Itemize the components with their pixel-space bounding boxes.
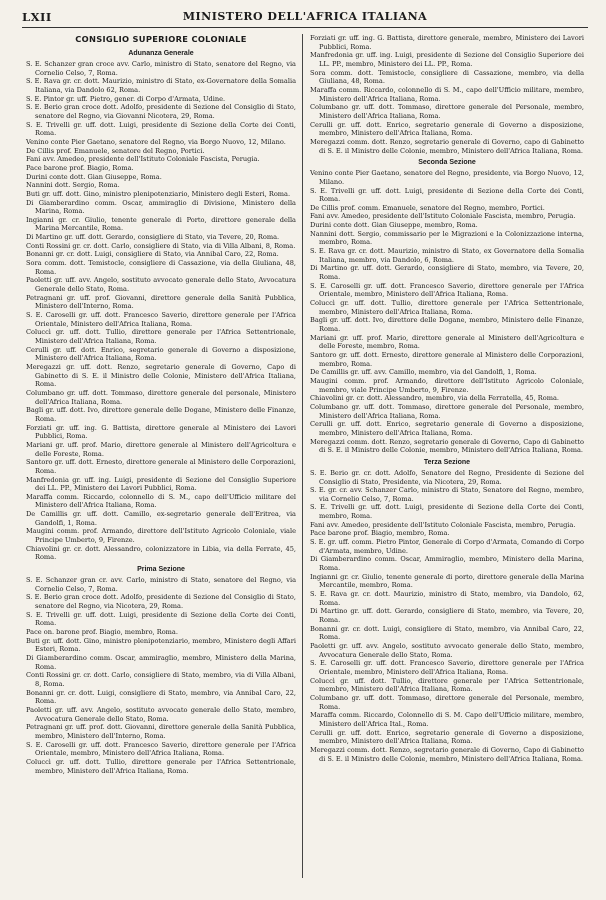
member-entry: Coluccì gr. uff. dott. Tullio, direttore generale per l'Africa Settentrionale, membro, Ministero dell'Africa Italiana, Roma. <box>26 757 296 775</box>
member-entry: S. E. Trivelli gr. uff. dott. Luigi, presidente di Sezione della Corte dei Conti, Roma. <box>310 186 584 204</box>
member-entry: Paoletti gr. uff. avv. Angelo, sostituto avvocato generale dello Stato, Avvocatura Generale dello Stato, Roma. <box>26 276 296 294</box>
member-entry: Coluccì gr. uff. dott. Tullio, direttore generale per l'Africa Settentrionale, membro, Ministero dell'Africa Italiana, Roma. <box>310 676 584 694</box>
section-heading-seconda-sezione: Seconda Sezione <box>418 159 476 167</box>
member-entry: Buti gr. uff. dott. Gino, ministro plenipotenziario, membro, Ministero degli Affari Esteri, Roma. <box>26 636 296 654</box>
member-entry: Petragnani gr. uff. prof. dott. Giovanni, direttore generale della Sanità Pubblica, membro, Ministero dell'Interno, Roma. <box>26 723 296 740</box>
member-entry: Bonanni gr. cr. dott. Luigi, consigliere di Stato, membro, via Annibal Caro, 22, Roma. <box>310 624 584 642</box>
member-entry: Conti Rossini gr. cr. dott. Carlo, consigliere di Stato, via di Villa Albani, 8, Roma. <box>26 241 296 250</box>
member-entry: Ingianni gr. cr. Giulio, tenente generale di porto, direttore generale della Marina Mercantile, membro, Roma. <box>310 572 584 590</box>
member-entry: Cerulli gr. uff. dott. Enrico, segretario generale di Governo a disposizione, membro, Ministero dell'Africa Italiana, Roma. <box>310 728 584 746</box>
member-entry: Di Martino gr. uff. dott. Gerardo, consigliere di Stato, via Tevere, 20, Roma. <box>26 233 280 242</box>
member-entry: S. E. Berio gran croce dott. Adolfo, presidente di Sezione del Consiglio di Stato, senatore del Regno, via Nicotera, 29, Roma. <box>26 593 296 611</box>
member-entry: Durini conte dott. Gian Giuseppe, membro, Roma. <box>310 221 478 230</box>
member-entry: Ingianni gr. cr. Giulio, tenente generale di Porto, direttore generale della Marina Mercantile, Roma. <box>26 215 296 233</box>
member-entry: Coluccì gr. uff. dott. Tullio, direttore generale per l'Africa Settentrionale, Ministero dell'Africa Italiana, Roma. <box>26 328 296 345</box>
member-entry: S. E. gr. uff. comm. Pietro Pintor, Generale di Corpo d'Armata, Comando di Corpo d'Armata, membro, Udine. <box>310 538 584 555</box>
member-entry: Forziati gr. uff. ing. G. Battista, direttore generale, membro, Ministero dei Lavori Pubblici, Roma. <box>310 34 584 51</box>
member-entry: Di Giamberardino comm. Oscar, ammiraglio, membro, Ministero della Marina, Roma. <box>26 653 296 671</box>
member-entry: Columbano gr. uff. dott. Tommaso, direttore generale del Personale, membro, Ministero dell'Africa Italiana, Roma. <box>310 103 584 120</box>
member-entry: S. E. Schanzer gran croce avv. Carlo, ministro di Stato, senatore del Regno, via Cornelio Celso, 7, Roma. <box>26 60 296 77</box>
member-entry: S. E. Caroselli gr. uff. dott. Francesco Saverio, direttore generale per l'Africa Orientale, Ministero dell'Africa Italiana, Roma. <box>26 311 296 328</box>
right-column <box>310 34 584 763</box>
page-header <box>22 10 588 26</box>
document-title: CONSIGLIO SUPERIORE COLONIALE <box>75 34 247 44</box>
member-entry: Columbano gr. uff. dott. Tommaso, direttore generale del Personale, membro, Ministero dell'Africa Italiana, Roma. <box>310 402 584 420</box>
member-entry: Fani avv. Amedeo, presidente dell'Istituto Coloniale Fascista, membro, Perugia. <box>310 520 576 529</box>
member-entry: S. E. Trivelli gr. uff. dott. Luigi, presidente di Sezione della Corte dei Conti, Roma. <box>26 610 296 628</box>
member-entry: Petragnani gr. uff. prof. Giovanni, direttore generale della Sanità Pubblica, Ministero dell'Interno, Roma. <box>26 293 296 311</box>
member-entry: S. E. Caroselli gr. uff. dott. Francesco Saverio, direttore generale per l'Africa Orientale, membro, Ministero dell'Africa Italiana, Roma. <box>310 281 584 299</box>
member-entry: Paoletti gr. uff. avv. Angelo, sostituto avvocato generale dello Stato, membro, Avvocatura Generale dello Stato, Roma. <box>310 641 584 659</box>
member-entry: Mariani gr. uff. prof. Mario, direttore generale al Ministero dell'Agricoltura e delle Foreste, membro, Roma. <box>310 333 584 351</box>
member-entry: Santoro gr. uff. dott. Ernesto, direttore generale al Ministero delle Corporazioni, Roma. <box>26 458 296 475</box>
member-entry: Di Giamberardino comm. Oscar, Ammiraglio, membro, Ministero della Marina, Roma. <box>310 555 584 573</box>
member-entry: S. E. Rava gr. cr. dott. Maurizio, ministro di Stato, ex Governatore della Somalia Italiana, membro, via Dandolo, 6, Roma. <box>310 247 584 264</box>
member-entry: Meregazzi comm. dott. Renzo, segretario generale di Governo, capo di Gabinetto di S. E. il Ministro delle Colonie, membro, Ministero dell'Africa Italiana, Roma. <box>310 137 584 155</box>
member-entry: Mariani gr. uff. prof. Mario, direttore generale al Ministero dell'Agricoltura e delle Foreste, Roma. <box>26 440 296 458</box>
member-entry: Bonanni gr. cr. dott. Luigi, consigliere di Stato, membro, via Annibal Caro, 22, Roma. <box>26 688 296 706</box>
member-entry: S. E. Schanzer gran cr. avv. Carlo, ministro di Stato, senatore del Regno, via Cornelio Celso, 7, Roma. <box>26 576 296 593</box>
member-entry: S. E. gr. cr. avv. Schanzer Carlo, ministro di Stato, Senatore del Regno, membro, via Cornelio Celso, 7, Roma. <box>310 486 584 503</box>
member-entry: Cerulli gr. uff. dott. Enrico, segretario generale di Governo a disposizione, membro, Ministero dell'Africa Italiana, Roma. <box>310 420 584 437</box>
member-entry: De Camillis gr. uff. dott. Camillo, ex-segretario generale dell'Eritrea, via Gandolfi, 1, Roma. <box>26 510 296 527</box>
page-number: LXII <box>22 10 52 24</box>
member-entry: Forziati gr. uff. ing. G. Battista, direttore generale al Ministero dei Lavori Pubblici, Roma. <box>26 423 296 441</box>
member-entry: Coluccì gr. uff. dott. Tullio, direttore generale per l'Africa Settentrionale, membro, Ministero dell'Africa Italiana, Roma. <box>310 299 584 316</box>
left-column <box>26 34 296 775</box>
column-divider <box>302 34 303 878</box>
member-entry: Maraffa comm. Riccardo, colonnello di S. M., capo dell'Ufficio militare del Ministero dell'Africa Italiana, Roma. <box>26 492 296 510</box>
member-entry: S. E. Caroselli gr. uff. dott. Francesco Saverio, direttore generale per l'Africa Orientale, membro, Ministero dell'Africa Italiana, Roma. <box>310 659 584 676</box>
member-entry: Di Giamberardino comm. Oscar, ammiraglio di Divisione, Ministero della Marina, Roma. <box>26 198 296 216</box>
member-entry: Santoro gr. uff. dott. Ernesto, direttore generale al Ministero delle Corporazioni, membro, Roma. <box>310 350 584 368</box>
member-entry: Meregazzi gr. uff. dott. Renzo, segretario generale di Governo, Capo di Gabinetto di S. E. il Ministro delle Colonie, Ministero dell'Africa Italiana, Roma. <box>26 362 296 389</box>
section-heading-terza-sezione: Terza Sezione <box>423 458 471 466</box>
member-entry: De Cillis prof. comm. Emanuele, senatore del Regno, membro, Portici. <box>310 203 545 212</box>
member-entry: S. E. Rava gr. cr. dott. Maurizio, ministro di Stato, ex-Governatore della Somalia Italiana, via Dandolo 62, Roma. <box>26 77 296 94</box>
member-entry: Maraffa comm. Riccardo, colonnello di S. M., capo dell'Ufficio militare, membro, Ministero dell'Africa Italiana, Roma. <box>310 85 584 103</box>
member-entry: Maugini comm. prof. Armando, direttore dell'Istituto Agricolo Coloniale, membro, viale Principe Umberto, 9, Firenze. <box>310 376 584 394</box>
member-entry: S. E. Trivelli gr. uff. dott. Luigi, presidente di Sezione della Corte dei Conti, membro, Roma. <box>310 503 584 521</box>
member-entry: Fani avv. Amedeo, presidente dell'Istituto Coloniale Fascista, membro, Perugia. <box>310 212 576 221</box>
member-entry: Chiavolini gr. cr. dott. Alessandro, colonizzatore in Libia, via della Ferrate, 45, Roma. <box>26 544 296 562</box>
member-entry: S. E. Berio gran croce dott. Adolfo, presidente di Sezione del Consiglio di Stato, senatore del Regno, via Giovanni Nicotera, 29, Roma. <box>26 103 296 120</box>
member-entry: Durini conte dott. Gian Giuseppe, Roma. <box>26 172 162 181</box>
member-entry: Sora comm. dott. Temistocle, consigliere di Cassazione, membro, via della Giuliana, 48, Roma. <box>310 68 584 86</box>
member-entry: De Cillis prof. Emanuele, senatore del Regno, Portici. <box>26 146 205 155</box>
member-entry: Conti Rossini gr. cr. dott. Carlo, consigliere di Stato, membro, via di Villa Albani, 8, Roma. <box>26 671 296 688</box>
member-entry: Meregazzi comm. dott. Renzo, segretario generale di Governo, Capo di Gabinetto di S. E. il Ministro delle Colonie, membro, Ministero dell'Africa Italiana, Roma. <box>310 437 584 455</box>
member-entry: Di Martino gr. uff. dott. Gerardo, consigliere di Stato, membro, via Tevere, 20, Roma. <box>310 607 584 624</box>
member-entry: Chiavolini gr. cr. dott. Alessandro, membro, via della Ferratella, 45, Roma. <box>310 394 559 403</box>
member-entry: Venino conte Pier Gaetano, senatore del Regno, presidente, via Borgo Nuovo, 12, Milano. <box>310 169 584 186</box>
member-entry: Cerulli gr. uff. dott. Enrico, segretario generale di Governo a disposizione, Ministero dell'Africa Italiana, Roma. <box>26 345 296 363</box>
member-entry: S. E. Pintor gr. uff. Pietro, gener. di Corpo d'Armata, Udine. <box>26 94 226 103</box>
member-entry: Venino conte Pier Gaetano, senatore del Regno, via Borgo Nuovo, 12, Milano. <box>26 137 286 146</box>
member-entry: Nannini dott. Sergio, commissario per le Migrazioni e la Colonizzazione interna, membro, Roma. <box>310 229 584 247</box>
member-entry: S. E. Rava gr. cr. dott. Maurizio, ministro di Stato, membro, via Dandolo, 62, Roma. <box>310 590 584 607</box>
member-entry: Buti gr. uff. dott. Gino, ministro plenipotenziario, Ministero degli Esteri, Roma. <box>26 189 291 198</box>
member-entry: Pace barone prof. Biagio, Roma. <box>26 163 134 172</box>
member-entry: Di Martino gr. uff. dott. Gerardo, consigliere di Stato, membro, via Tevere, 20, Roma. <box>310 264 584 282</box>
member-entry: Meregazzi comm. dott. Renzo, segretario generale di Governo, Capo di Gabinetto di S. E. il Ministro delle Colonie, membro, Ministero dell'Africa Italiana, Roma. <box>310 745 584 763</box>
section-heading-adunanza-generale: Adunanza Generale <box>128 50 194 57</box>
member-entry: De Camillis gr. uff. avv. Camillo, membro, via del Gandolfi, 1, Roma. <box>310 368 537 377</box>
member-entry: Bagli gr. uff. dott. Ivo, direttore delle Dogane, membro, Ministero delle Finanze, Roma. <box>310 316 584 333</box>
member-entry: Pace barone prof. Biagio, membro, Roma. <box>310 529 450 538</box>
member-entry: S. E. Trivelli gr. uff. dott. Luigi, presidente di Sezione della Corte dei Conti, Roma. <box>26 120 296 138</box>
member-entry: Columbano gr. uff. dott. Tommaso, direttore generale del personale, Ministero dell'Africa Italiana, Roma. <box>26 388 296 406</box>
member-entry: Manfredonia gr. uff. ing. Luigi, presidente di Sezione del Consiglio Superiore dei LL. PP., membro, Ministero dei LL. PP., Roma. <box>310 51 584 68</box>
running-title: MINISTERO DELL'AFRICA ITALIANA <box>182 10 428 23</box>
member-entry: Columbano gr. uff. dott. Tommaso, direttore generale del Personale, membro, Roma. <box>310 693 584 711</box>
member-entry: Bagli gr. uff. dott. Ivo, direttore generale delle Dogane, Ministero delle Finanze, Roma. <box>26 406 296 423</box>
section-heading-prima-sezione: Prima Sezione <box>137 566 185 574</box>
member-entry: S. E. Berio gr. cr. dott. Adolfo, Senatore del Regno, Presidente di Sezione del Consiglio di Stato, Presidente, via Nicotera, 29, Roma. <box>310 468 584 486</box>
member-entry: Fani avv. Amedeo, presidente dell'Istituto Coloniale Fascista, Perugia. <box>26 155 260 164</box>
member-entry: Sora comm. dott. Temistocle, consigliere di Cassazione, via della Giuliana, 48, Roma. <box>26 259 296 276</box>
member-entry: Maraffa comm. Riccardo, Colonnello di S. M. Capo dell'Ufficio militare, membro, Ministero dell'Africa Ital., Roma. <box>310 711 584 728</box>
member-entry: Pace on. barone prof. Biagio, membro, Roma. <box>26 628 178 636</box>
member-entry: Cerulli gr. uff. dott. Enrico, segretario generale di Governo a disposizione, membro, Ministero dell'Africa Italiana, Roma. <box>310 120 584 138</box>
member-entry: Manfredonia gr. uff. ing. Luigi, presidente di Sezione del Consiglio Superiore dei LL. PP., Ministero dei Lavori Pubblici, Roma. <box>26 475 296 493</box>
header-rule <box>22 27 588 28</box>
member-entry: Bonanni gr. cr. dott. Luigi, consigliere di Stato, via Annibal Caro, 22, Roma. <box>26 250 279 259</box>
member-entry: Nannini dott. Sergio, Roma. <box>26 181 120 190</box>
member-entry: Maugini comm. prof. Armando, direttore dell'Istituto Agricolo Coloniale, viale Principe Umberto, 9, Firenze. <box>26 527 296 545</box>
member-entry: S. E. Caroselli gr. uff. dott. Francesco Saverio, direttore generale per l'Africa Orientale, membro, Ministero dell'Africa Italiana, Roma. <box>26 740 296 758</box>
member-entry: Paoletti gr. uff. avv. Angelo, sostituto avvocato generale dello Stato, membro, Avvocatura Generale dello Stato, Roma. <box>26 705 296 723</box>
